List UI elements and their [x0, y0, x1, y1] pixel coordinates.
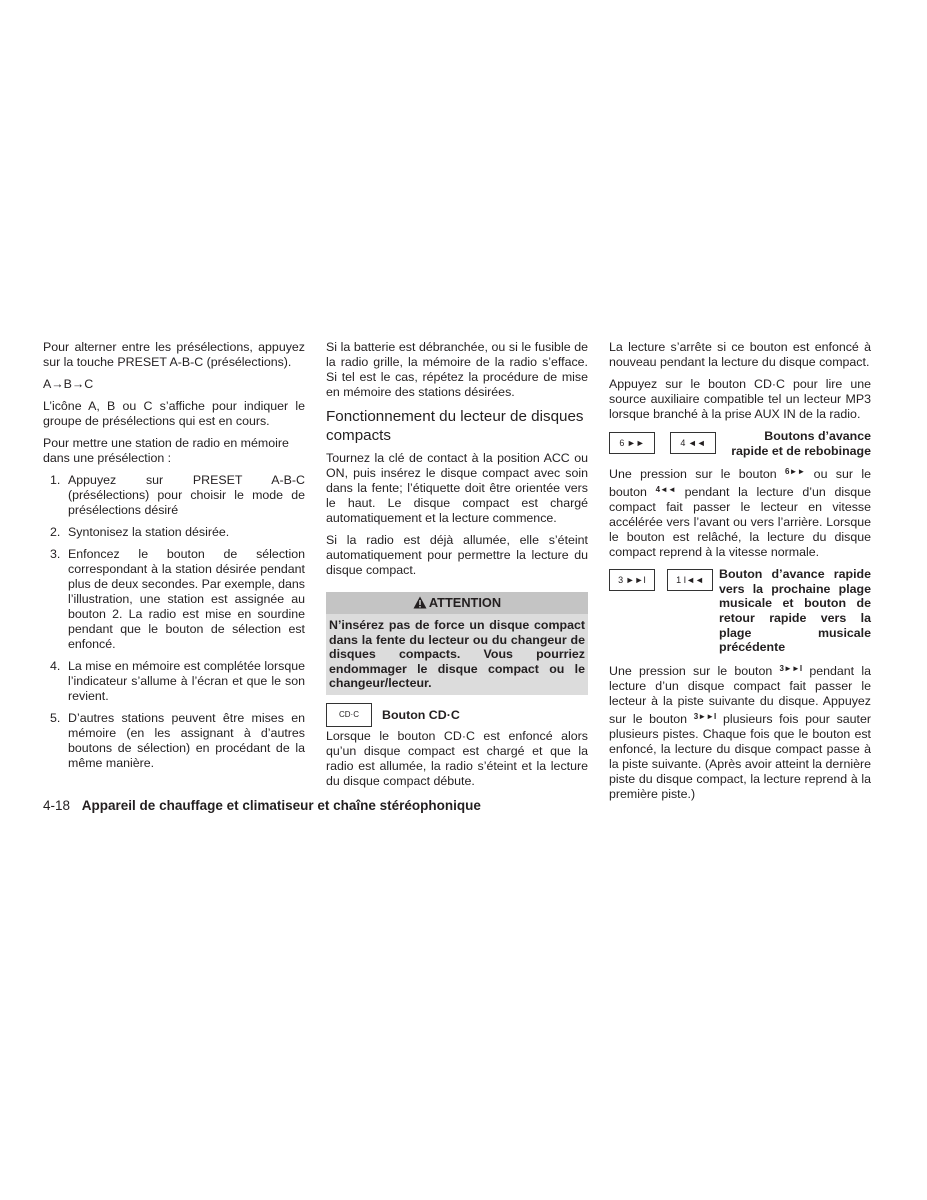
- list-item: [43, 711, 305, 771]
- paragraph: Si la batterie est débranchée, ou si le fusible de la radio grille, la mémoire de la radio s’efface. Si tel est le cas, répétez la procédure de mise en mémoire des stations désirées.: [326, 340, 588, 399]
- rewind-button-illustration: 4 ◄◄: [670, 432, 716, 454]
- column-1: [43, 340, 305, 778]
- text-fragment: ou sur le bouton: [609, 467, 871, 500]
- step-text: Appuyez sur PRESET A-B-C (présélections) pour choisir le mode de présélections désiré: [68, 473, 305, 517]
- paragraph: La lecture s’arrête si ce bouton est enfoncé à nouveau pendant la lecture du disque compact.: [609, 340, 871, 369]
- step-number: 5.: [50, 711, 61, 725]
- list-item: [43, 547, 305, 652]
- next-track-button-illustration: 3 ►►I: [609, 569, 655, 591]
- paragraph: [609, 661, 871, 802]
- warning-icon: [413, 596, 427, 609]
- text-fragment: pendant la lecture d’un disque compact fait passer le lecteur à la piste suivante du disque. Appuyez sur le bouton: [609, 663, 871, 726]
- step-text: Syntonisez la station désirée.: [68, 525, 230, 539]
- list-item: [43, 659, 305, 704]
- track-button-row: [609, 567, 871, 655]
- step-number: 2.: [50, 525, 61, 539]
- chapter-title: Appareil de chauffage et climatiseur et chaîne stéréophonique: [81, 798, 481, 813]
- step-text: D’autres stations peuvent être mises en mémoire (en les assignant à d’autres boutons de sélection) en procédant de la même manière.: [68, 711, 305, 770]
- text-fragment: Une pression sur le bouton: [609, 467, 777, 482]
- paragraph: L’icône A, B ou C s’affiche pour indiquer le groupe de présélections qui est en cours.: [43, 399, 305, 428]
- column-3: [609, 340, 871, 809]
- paragraph: Tournez la clé de contact à la position ACC ou ON, puis insérez le disque compact avec soin dans la fente; l’étiquette doit être orientée vers le haut. Le disque compact est chargé automatiquement et la lecture commence.: [326, 451, 588, 525]
- inline-button-ref: 3►►I: [693, 711, 717, 721]
- inline-button-ref: 3►►I: [779, 663, 803, 673]
- warning-box: [326, 592, 588, 695]
- step-number: 1.: [50, 473, 61, 487]
- warning-title: ATTENTION: [428, 595, 502, 610]
- inline-button-ref: 6►►: [785, 467, 806, 477]
- warning-header: [326, 592, 588, 614]
- paragraph: Lorsque le bouton CD·C est enfoncé alors qu’un disque compact est chargé et que la radio est allumée, la radio s’éteint et la lecture du disque compact débute.: [326, 728, 588, 788]
- paragraph: Appuyez sur le bouton CD·C pour lire une source auxiliaire compatible tel un lecteur MP3 lorsque branché à la prise AUX IN de la radio.: [609, 377, 871, 421]
- prev-track-button-illustration: 1 I◄◄: [667, 569, 713, 591]
- text-fragment: pendant la lecture d’un disque compact fait passer le lecteur en vitesse accélérée vers l’avant ou vers l’arrière. Lorsque le bouton est relâché, la lecture du disque compact reprend à la vitesse normale.: [609, 485, 871, 560]
- cdc-button-row: [326, 703, 588, 727]
- ff-rew-button-row: [609, 429, 871, 458]
- inline-button-ref: 4◄◄: [655, 485, 676, 495]
- list-item: [43, 473, 305, 518]
- cdc-button-illustration: CD·C: [326, 703, 372, 727]
- step-text: La mise en mémoire est complétée lorsque l’indicateur s’allume à l’écran et que le son revient.: [68, 659, 305, 703]
- cdc-button-label: Bouton CD·C: [382, 707, 460, 722]
- track-label: Bouton d’avance rapide vers la prochaine plage musicale et bouton de retour rapide vers la plage musicale précédente: [719, 567, 871, 655]
- fast-forward-button-illustration: 6 ►►: [609, 432, 655, 454]
- page-number: 4-18: [43, 798, 71, 813]
- ff-rew-label: Boutons d’avance rapide et de rebobinage: [731, 429, 871, 458]
- preset-sequence: A→B→C: [43, 377, 94, 391]
- column-2: [326, 340, 588, 796]
- page-footer: [43, 798, 481, 813]
- paragraph: [609, 464, 871, 560]
- text-fragment: Une pression sur le bouton: [609, 663, 773, 678]
- paragraph: Pour mettre une station de radio en mémoire dans une présélection :: [43, 436, 289, 465]
- step-number: 3.: [50, 547, 61, 561]
- steps-list: [43, 473, 305, 771]
- warning-body: N’insérez pas de force un disque compact dans la fente du lecteur ou du changeur de disques compacts. Vous pourriez endommager le disque compact ou le changeur/lecteur.: [329, 618, 585, 691]
- paragraph: Si la radio est déjà allumée, elle s’éteint automatiquement pour permettre la lecture du disque compact.: [326, 533, 588, 577]
- section-heading: Fonctionnement du lecteur de disques compacts: [326, 408, 584, 444]
- paragraph: Pour alterner entre les présélections, appuyez sur la touche PRESET A-B-C (présélections).: [43, 340, 305, 369]
- list-item: [43, 525, 305, 540]
- step-text: Enfoncez le bouton de sélection correspondant à la station désirée pendant plus de deux secondes. Par exemple, dans l’illustration, une station est assignée au bouton 2. La radio est mise en sourdine pendant que le bouton de sélection est enfoncé.: [68, 547, 305, 651]
- step-number: 4.: [50, 659, 61, 673]
- text-fragment: plusieurs fois pour sauter plusieurs pistes. Chaque fois que le bouton est enfoncé, la lecture du disque compact passe à la piste suivante. (Après avoir atteint la dernière piste du disque compact, la lecture reprend à la première piste.): [609, 711, 872, 801]
